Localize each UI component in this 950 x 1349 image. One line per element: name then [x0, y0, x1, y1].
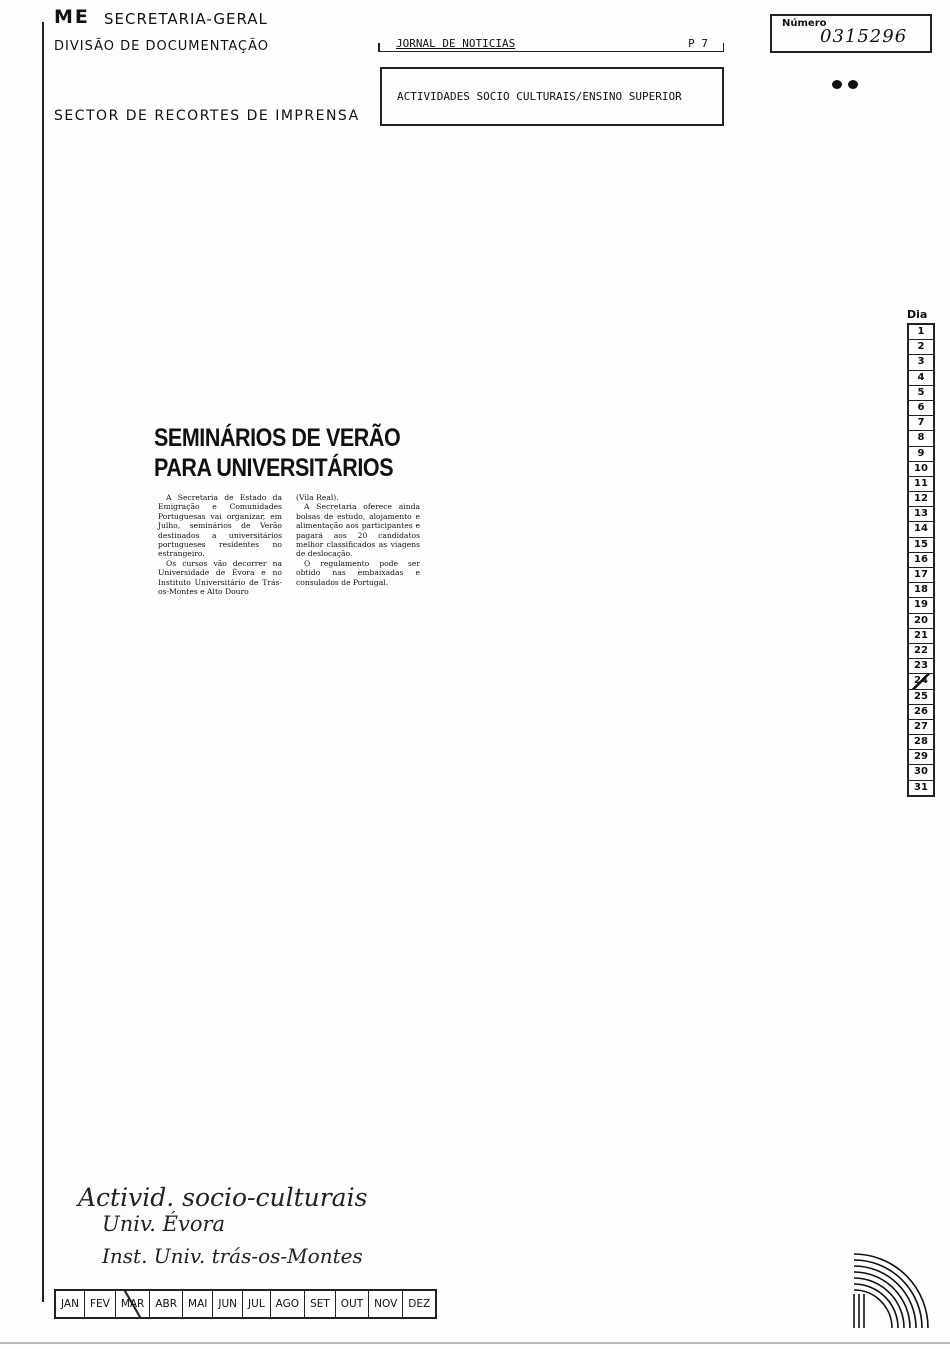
clipping-column-2 [296, 493, 420, 587]
numero-value: 0315296 [820, 26, 908, 47]
month-cell: MAR [116, 1291, 151, 1317]
day-cell: 14 [909, 522, 933, 537]
day-cell: 23 [909, 659, 933, 674]
clipping-column-1 [158, 493, 282, 596]
newspaper-name: JORNAL DE NOTICIAS [396, 37, 516, 50]
month-cell: JAN [56, 1291, 85, 1317]
ministry-abbr: ME [54, 6, 90, 28]
day-cell: 20 [909, 614, 933, 629]
month-cell: OUT [336, 1291, 369, 1317]
subject-text: ACTIVIDADES SOCIO CULTURAIS/ENSINO SUPERIOR [397, 90, 682, 103]
day-cell: 4 [909, 371, 933, 386]
day-grid [907, 323, 935, 797]
page-bottom-edge [0, 1342, 950, 1344]
day-cell: 13 [909, 507, 933, 522]
day-cell: 1 [909, 325, 933, 340]
handwritten-note-3: Inst. Univ. trás-os-Montes [102, 1244, 363, 1268]
day-cell: 25 [909, 690, 933, 705]
day-cell: 27 [909, 720, 933, 735]
headline-line-2: PARA UNIVERSITÁRIOS [154, 454, 394, 482]
day-cell: 8 [909, 431, 933, 446]
clipping-paragraph: A Secretaria oferece ainda bolsas de estudo, alojamento e alimentação aos participantes e pagará aos 20 candidatos melhor classificados as viagens de deslocação. [296, 502, 420, 559]
sector-title: SECTOR DE RECORTES DE IMPRENSA [54, 108, 360, 124]
month-cell: MAI [183, 1291, 213, 1317]
ministry-unit: SECRETARIA-GERAL [104, 10, 268, 28]
day-cell: 3 [909, 355, 933, 370]
day-cell: 31 [914, 781, 928, 793]
day-cell: 10 [909, 462, 933, 477]
clipping-paragraph: Os cursos vão decorrer na Universidade de Évora e no Instituto Universitário de Trás-os-Montes e Alto Douro [158, 558, 282, 597]
day-cell: 5 [909, 386, 933, 401]
day-cell: 22 [909, 644, 933, 659]
handwritten-note-1: Activid. socio-culturais [78, 1183, 368, 1212]
day-cell: 26 [909, 705, 933, 720]
numero-label: Número [782, 18, 827, 29]
day-cell: 7 [909, 416, 933, 431]
handwritten-note-2: Univ. Évora [102, 1212, 226, 1236]
numero-box [770, 14, 932, 53]
month-cell: SET [305, 1291, 336, 1317]
newspaper-page: P 7 [688, 37, 708, 50]
day-cell: 21 [909, 629, 933, 644]
month-cell: NOV [369, 1291, 403, 1317]
clipping-paragraph: O regulamento pode ser obtido nas embaixadas e consulados de Portugal. [296, 558, 420, 587]
day-cell: 28 [909, 735, 933, 750]
headline-line-1: SEMINÁRIOS DE VERÃO [154, 424, 401, 452]
ink-marks [832, 74, 864, 93]
clipping-paragraph: A Secretaria de Estado da Emigração e Comunidades Portuguesas vai organizar, em Julho, seminários de Verão destinados a universitários portugueses residentes no estrangeiro. [158, 493, 282, 559]
day-cell: 24 [909, 674, 933, 689]
month-cell: ABR [150, 1291, 183, 1317]
day-cell: 15 [909, 538, 933, 553]
month-grid [54, 1289, 437, 1319]
day-cell: 16 [909, 553, 933, 568]
day-cell: 17 [909, 568, 933, 583]
clipping-paragraph: (Vila Real). [296, 493, 339, 502]
month-cell: AGO [271, 1291, 305, 1317]
month-cell: JUL [243, 1291, 271, 1317]
newspaper-clipping [150, 417, 422, 607]
left-margin-rule [42, 22, 44, 1302]
day-cell: 11 [909, 477, 933, 492]
day-cell: 29 [909, 750, 933, 765]
dia-label: Dia [907, 308, 928, 321]
month-cell: FEV [85, 1291, 116, 1317]
day-cell: 18 [909, 583, 933, 598]
day-cell: 2 [909, 340, 933, 355]
day-cell: 9 [909, 447, 933, 462]
month-cell: JUN [213, 1291, 243, 1317]
day-cell: 30 [909, 765, 933, 780]
day-cell: 6 [909, 401, 933, 416]
division-title: DIVISÃO DE DOCUMENTAÇÃO [54, 39, 270, 54]
archive-logo-icon [852, 1250, 936, 1330]
clipping-headline [154, 423, 401, 483]
day-cell: 19 [909, 598, 933, 613]
day-cell: 12 [909, 492, 933, 507]
source-line [378, 37, 724, 52]
subject-box [380, 67, 724, 126]
month-cell: DEZ [408, 1298, 431, 1310]
